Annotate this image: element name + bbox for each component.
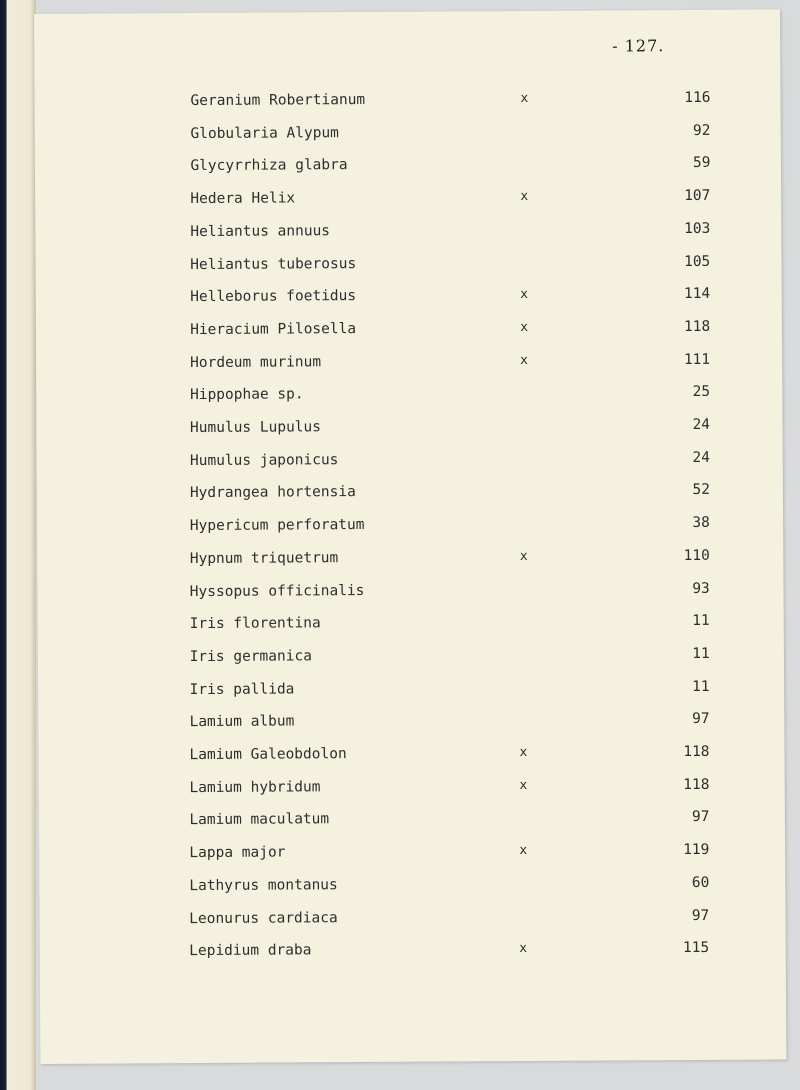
index-row (190, 515, 710, 542)
document-page (34, 9, 786, 1064)
page-ref: 107 (684, 187, 711, 205)
species-name: Iris germanica (189, 648, 312, 665)
page-ref: 93 (692, 580, 710, 597)
species-name: Lamium album (189, 713, 295, 731)
page-ref: 11 (692, 645, 710, 662)
page-ref: 114 (683, 286, 711, 303)
species-name: Heliantus annuus (190, 222, 331, 240)
x-mark: x (519, 941, 528, 957)
index-row (190, 678, 710, 705)
x-mark: x (519, 745, 528, 761)
x-mark: x (519, 777, 528, 793)
x-mark: x (520, 189, 529, 205)
species-name: Iris florentina (189, 615, 321, 633)
species-name: Glycyrrhiza glabra (190, 157, 348, 175)
species-name: Hyssopus officinalis (189, 582, 365, 600)
index-row (190, 580, 710, 607)
species-name: Lepidium draba (189, 942, 312, 960)
page-ref: 60 (691, 874, 710, 891)
species-name: Leonurus cardiaca (189, 909, 338, 927)
index-row (190, 351, 710, 378)
species-name: Hippophae sp. (190, 386, 304, 404)
species-name: Lamium Galeobdolon (189, 746, 347, 764)
index-row (190, 90, 710, 117)
index-row (190, 482, 710, 509)
x-mark: x (520, 287, 529, 303)
species-name: Globularia Alypum (190, 124, 339, 142)
page-ref: 11 (692, 678, 710, 695)
page-ref: 97 (691, 809, 710, 826)
page-ref: 115 (682, 940, 710, 957)
x-mark: x (520, 90, 529, 107)
index-row (190, 548, 710, 575)
page-ref: 103 (684, 220, 711, 237)
index-row (189, 809, 709, 836)
species-name: Geranium Robertianum (190, 91, 366, 110)
page-ref: 24 (692, 449, 711, 466)
page-ref: 24 (692, 416, 711, 433)
species-name: Heliantus tuberosus (190, 255, 357, 273)
index-row (190, 319, 710, 346)
x-mark: x (519, 843, 528, 859)
page-ref: 97 (691, 907, 710, 924)
species-name: Iris pallida (189, 681, 295, 698)
index-row (190, 155, 710, 182)
species-name: Hydrangea hortensia (189, 484, 356, 502)
page-ref: 118 (683, 318, 711, 335)
book-binding (0, 0, 36, 1090)
index-row (190, 188, 710, 215)
x-mark: x (520, 319, 529, 335)
page-ref: 119 (683, 841, 710, 859)
species-name: Humulus Lupulus (189, 419, 322, 437)
page-ref: 110 (683, 547, 710, 564)
x-mark: x (519, 548, 528, 564)
species-name: Hedera Helix (190, 190, 296, 208)
index-row (190, 417, 710, 444)
species-name: Lamium maculatum (189, 811, 330, 829)
species-name: Hieracium Pilosella (190, 320, 357, 338)
species-name: Humulus japonicus (189, 451, 339, 469)
index-row (190, 253, 710, 280)
index-row (190, 286, 710, 313)
species-name: Hypnum triquetrum (189, 549, 339, 567)
index-row (189, 777, 709, 804)
index-row (189, 907, 709, 934)
species-name: Lappa major (189, 844, 286, 862)
index-row (189, 744, 709, 771)
index-row (189, 842, 709, 869)
species-name: Hypericum perforatum (189, 517, 365, 535)
page-ref: 25 (692, 384, 711, 401)
species-name: Helleborus foetidus (190, 288, 357, 306)
page-ref: 118 (683, 776, 710, 793)
species-name: Lathyrus montanus (189, 876, 338, 894)
index-row (190, 123, 710, 150)
index-row (189, 940, 709, 967)
page-ref: 11 (692, 613, 710, 630)
page-ref: 38 (692, 514, 710, 532)
page-ref: 111 (683, 351, 711, 368)
index-row (189, 875, 709, 902)
x-mark: x (520, 352, 528, 368)
page-number: - 127. (612, 36, 665, 56)
index-row (190, 646, 710, 673)
species-name: Lamium hybridum (189, 778, 321, 796)
page-ref: 105 (684, 253, 711, 270)
page-ref: 116 (684, 89, 711, 107)
page-ref: 59 (692, 155, 711, 172)
index-row (190, 711, 710, 738)
species-name: Hordeum murinum (190, 353, 322, 371)
index-row (190, 384, 710, 411)
index-row (190, 221, 710, 248)
page-ref: 97 (692, 711, 710, 728)
page-ref: 118 (683, 743, 710, 761)
page-ref: 52 (692, 482, 710, 499)
index-row (190, 613, 710, 640)
index-row (190, 450, 710, 477)
page-ref: 92 (692, 122, 711, 139)
